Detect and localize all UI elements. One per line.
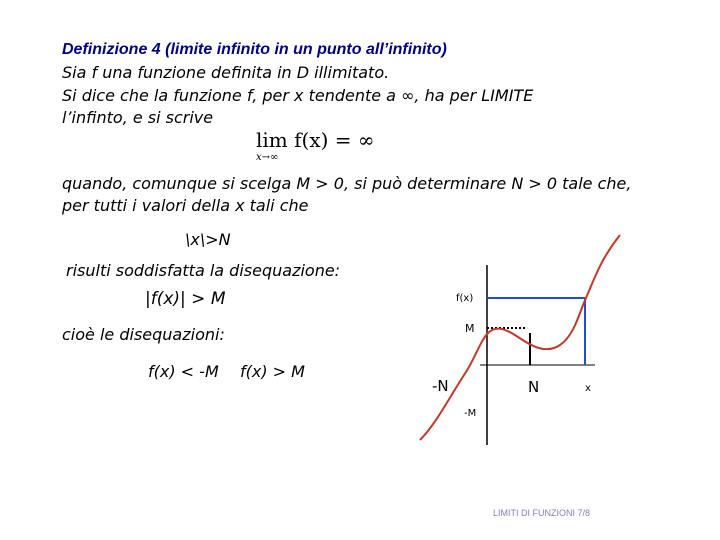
function-graph <box>380 225 620 445</box>
definition-line-6: risulti soddisfatta la disequazione: <box>66 261 341 280</box>
label-fx: f(x) <box>456 293 474 304</box>
function-curve <box>420 235 620 440</box>
limit-formula-main: lim f(x) = ∞ <box>256 128 375 152</box>
definition-line-5: per tutti i valori della x tali che <box>62 196 309 215</box>
definition-line-3: l’infinto, e si scrive <box>62 108 214 127</box>
definition-line-2: Si dice che la funzione f, per x tendente a ∞, ha per LIMITE <box>62 86 534 105</box>
inequality-left: f(x) < -M <box>148 362 219 381</box>
definition-line-7: cioè le disequazioni: <box>62 325 225 344</box>
limit-formula <box>256 128 375 163</box>
definition-line-1: Sia f una funzione definita in D illimitato. <box>62 63 390 82</box>
slide-title: Definizione 4 (limite infinito in un punto all’infinito) <box>62 41 447 58</box>
limit-formula-subscript: x→∞ <box>256 152 279 163</box>
inequality-right: f(x) > M <box>240 362 305 381</box>
footer-page-number: LIMITI DI FUNZIONI 7/8 <box>493 508 591 518</box>
label-negM: -M <box>464 408 477 419</box>
condition-abs-x: \x\>N <box>185 230 231 249</box>
inequality-abs: |f(x)| > M <box>145 289 226 309</box>
label-x: x <box>585 383 591 394</box>
label-negN: -N <box>432 377 449 395</box>
label-N: N <box>528 378 540 396</box>
label-M: M <box>465 322 475 335</box>
definition-line-4: quando, comunque si scelga M > 0, si può determinare N > 0 tale che, <box>62 174 632 193</box>
